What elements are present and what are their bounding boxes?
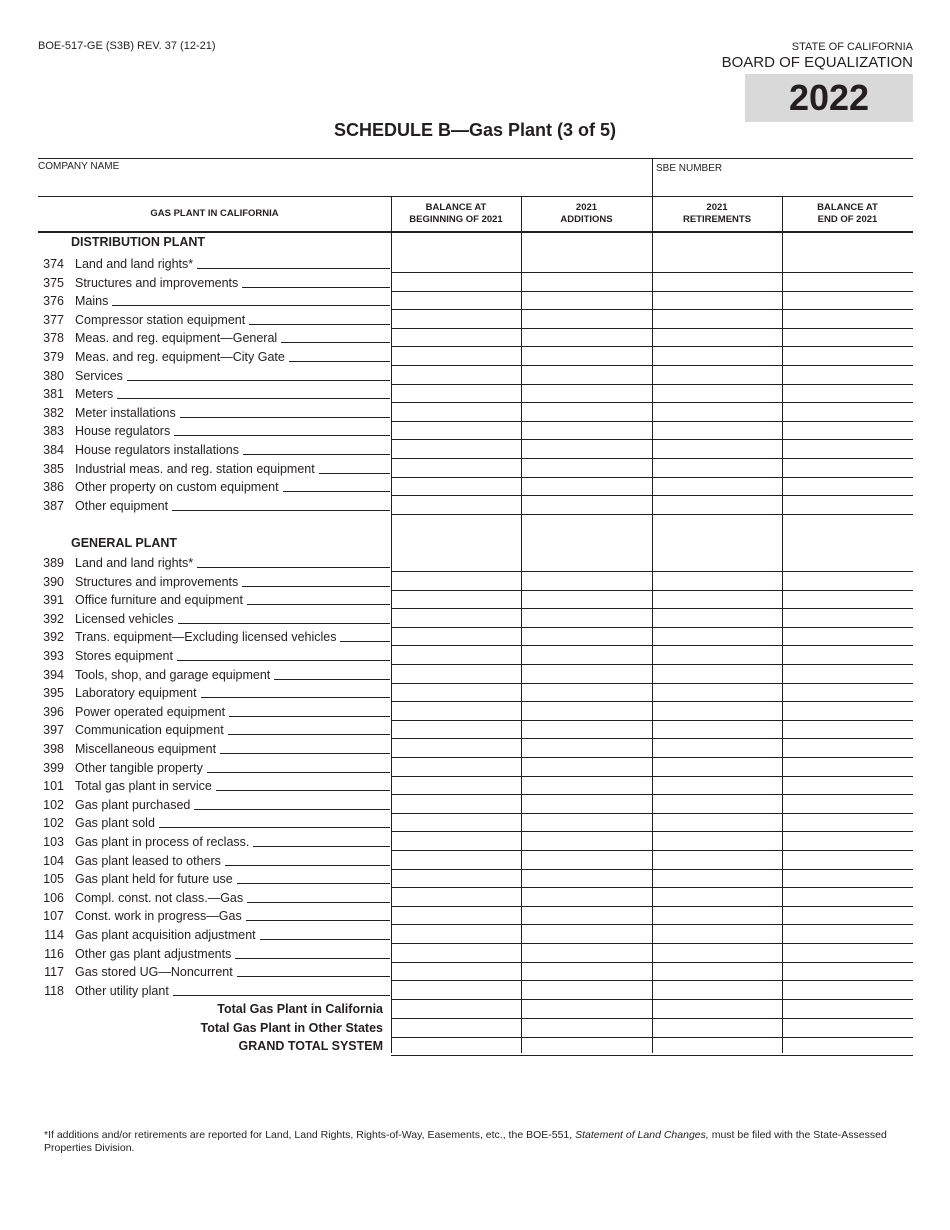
table-row (38, 963, 913, 981)
table-row (38, 889, 913, 907)
sbe-number-label: SBE NUMBER (656, 163, 723, 174)
account-description: Other utility plant (75, 982, 173, 1000)
account-number: 117 (44, 965, 64, 980)
account-description: Tools, shop, and garage equipment (75, 666, 274, 684)
account-number: 101 (43, 779, 64, 794)
account-description: Other property on custom equipment (75, 478, 283, 496)
account-description: Industrial meas. and reg. station equipment (75, 460, 319, 478)
account-description: Miscellaneous equipment (75, 740, 220, 758)
amount-cell-1[interactable] (391, 514, 521, 515)
amount-cell-1[interactable] (391, 1055, 521, 1056)
account-number: 396 (43, 704, 64, 719)
account-description: Laboratory equipment (75, 684, 201, 702)
year-badge: 2022 (745, 74, 913, 122)
table-row (38, 926, 913, 944)
table-row (38, 385, 913, 403)
account-description: Meas. and reg. equipment—City Gate (75, 348, 289, 366)
total-label: Total Gas Plant in California (217, 1002, 383, 1016)
account-description: Meters (75, 385, 117, 403)
column-header-additions (521, 196, 652, 232)
table-row (38, 814, 913, 832)
table-row (38, 666, 913, 684)
account-number: 385 (43, 461, 64, 476)
table-row (38, 777, 913, 795)
table-row (38, 647, 913, 665)
account-number: 393 (43, 649, 64, 663)
account-description: House regulators (75, 422, 174, 440)
table-row (38, 367, 913, 385)
account-number: 399 (43, 760, 64, 775)
leader-line (75, 305, 390, 306)
account-number: 102 (43, 797, 64, 812)
account-number: 395 (43, 686, 64, 701)
column-header-description (38, 196, 391, 232)
account-number: 384 (43, 443, 64, 457)
account-number: 390 (43, 574, 64, 589)
amount-cell-4[interactable] (782, 1055, 913, 1056)
account-description: Const. work in progress—Gas (75, 907, 246, 925)
table-row (38, 703, 913, 721)
account-description: Gas plant sold (75, 814, 159, 832)
table-row (38, 404, 913, 422)
account-description: Gas plant held for future use (75, 870, 237, 888)
total-label: Total Gas Plant in Other States (200, 1020, 383, 1035)
section-title-general: GENERAL PLANT (71, 536, 178, 550)
footnote-text-end: must be filed with the State-Assessed Properties Division. (44, 1129, 887, 1154)
table-row (38, 591, 913, 609)
board-label: BOARD OF EQUALIZATION (721, 54, 913, 71)
page-title: SCHEDULE B—Gas Plant (3 of 5) (333, 120, 617, 140)
col2-line2: ADDITIONS (560, 214, 613, 225)
account-number: 379 (43, 350, 64, 364)
company-name-label: COMPANY NAME (38, 161, 120, 172)
account-description: Licensed vehicles (75, 610, 178, 628)
state-label: STATE OF CALIFORNIA (791, 41, 913, 53)
account-number: 380 (43, 368, 64, 383)
table-row (38, 497, 913, 515)
account-description: House regulators installations (75, 441, 243, 459)
account-number: 398 (43, 742, 64, 756)
table-row (38, 721, 913, 739)
account-number: 118 (44, 983, 64, 998)
table-row (38, 274, 913, 292)
col1-line2: BEGINNING OF 2021 (409, 214, 503, 225)
total-label: GRAND TOTAL SYSTEM (238, 1039, 383, 1054)
col2-line1: 2021 (575, 202, 598, 213)
table-row (38, 348, 913, 366)
table-row (38, 329, 913, 347)
account-description: Other gas plant adjustments (75, 945, 235, 963)
account-number: 383 (43, 424, 64, 439)
account-number: 397 (43, 723, 64, 738)
account-number: 394 (43, 667, 64, 682)
col4-line1: BALANCE AT (817, 202, 878, 213)
total-row (38, 1038, 913, 1056)
amount-cell-2[interactable] (521, 999, 652, 1000)
table-row (38, 796, 913, 814)
account-number: 392 (43, 611, 64, 626)
account-number: 107 (43, 909, 64, 924)
account-description: Office furniture and equipment (75, 591, 247, 609)
account-number: 389 (43, 556, 64, 570)
account-number: 106 (43, 890, 64, 905)
account-description: Services (75, 367, 127, 385)
table-row (38, 833, 913, 851)
account-description: Gas stored UG—Noncurrent (75, 963, 237, 981)
table-row (38, 292, 913, 310)
table-row (38, 684, 913, 702)
account-description: Other equipment (75, 497, 172, 515)
account-number: 386 (43, 480, 64, 495)
account-number: 374 (43, 257, 64, 271)
account-description: Gas plant acquisition adjustment (75, 926, 260, 944)
account-description: Total gas plant in service (75, 777, 216, 795)
account-number: 382 (43, 405, 64, 420)
column-header-balance-beginning (391, 196, 521, 232)
amount-cell-2[interactable] (521, 1055, 652, 1056)
footnote-form-title: Statement of Land Changes, (575, 1129, 709, 1141)
amount-cell-3[interactable] (652, 514, 782, 515)
company-area (38, 158, 913, 197)
amount-cell-1[interactable] (391, 999, 521, 1000)
account-description: Structures and improvements (75, 573, 242, 591)
table-row (38, 422, 913, 440)
table-row (38, 573, 913, 591)
account-description: Communication equipment (75, 721, 228, 739)
amount-cell-4[interactable] (782, 514, 913, 515)
col4-line2: END OF 2021 (817, 214, 878, 225)
table-row (38, 628, 913, 646)
account-number: 104 (43, 853, 64, 868)
account-number: 376 (43, 294, 64, 309)
account-description: Land and land rights* (75, 554, 197, 572)
account-description: Mains (75, 292, 112, 310)
footnote (44, 1129, 904, 1155)
account-description: Gas plant purchased (75, 796, 194, 814)
table-row (38, 982, 913, 1000)
footnote-text: *If additions and/or retirements are reported for Land, Land Rights, Rights-of-Way, Easements, etc., the BOE-551, (44, 1129, 576, 1141)
table-row (38, 759, 913, 777)
table-row (38, 441, 913, 459)
total-row (38, 1001, 913, 1019)
leader-line (75, 398, 390, 399)
table-row (38, 610, 913, 628)
amount-cell-3[interactable] (652, 999, 782, 1000)
account-number: 377 (43, 312, 64, 327)
table-row (38, 852, 913, 870)
account-number: 392 (43, 630, 64, 645)
account-number: 102 (43, 816, 64, 831)
account-number: 375 (43, 275, 64, 290)
table-row (38, 311, 913, 329)
account-description: Compl. const. not class.—Gas (75, 889, 247, 907)
section-title-distribution: DISTRIBUTION PLANT (71, 235, 206, 249)
account-number: 391 (43, 593, 64, 608)
account-description: Meas. and reg. equipment—General (75, 329, 281, 347)
account-number: 103 (43, 835, 64, 849)
account-number: 381 (43, 387, 64, 402)
account-description: Gas plant leased to others (75, 852, 225, 870)
account-description: Land and land rights* (75, 255, 197, 273)
account-number: 378 (43, 331, 64, 346)
account-description: Power operated equipment (75, 703, 229, 721)
table-row (38, 478, 913, 496)
account-number: 105 (43, 872, 64, 887)
sbe-number-field[interactable] (652, 159, 914, 197)
col3-line1: 2021 (706, 202, 728, 213)
amount-cell-2[interactable] (521, 514, 652, 515)
form-id: BOE-517-GE (S3B) REV. 37 (12-21) (38, 40, 216, 52)
account-description: Compressor station equipment (75, 311, 249, 329)
col3-line2: RETIREMENTS (682, 214, 752, 225)
account-description: Other tangible property (75, 759, 207, 777)
table-row (38, 554, 913, 572)
table-row (38, 740, 913, 758)
amount-cell-4[interactable] (782, 999, 913, 1000)
account-description: Meter installations (75, 404, 180, 422)
col1-line1: BALANCE AT (425, 202, 487, 213)
account-description: Structures and improvements (75, 274, 242, 292)
total-row (38, 1020, 913, 1038)
account-number: 114 (44, 928, 64, 942)
table-row (38, 907, 913, 925)
account-description: Gas plant in process of reclass. (75, 833, 253, 851)
column-header-description-text: GAS PLANT IN CALIFORNIA (150, 208, 279, 219)
account-description: Trans. equipment—Excluding licensed vehicles (75, 628, 340, 646)
table-row (38, 945, 913, 963)
table-row (38, 255, 913, 273)
account-number: 387 (43, 498, 64, 513)
account-description: Stores equipment (75, 647, 177, 665)
column-header-balance-end (782, 196, 913, 232)
table-row (38, 870, 913, 888)
account-number: 116 (44, 946, 64, 961)
column-header-retirements (652, 196, 782, 232)
amount-cell-3[interactable] (652, 1055, 782, 1056)
table-row (38, 460, 913, 478)
